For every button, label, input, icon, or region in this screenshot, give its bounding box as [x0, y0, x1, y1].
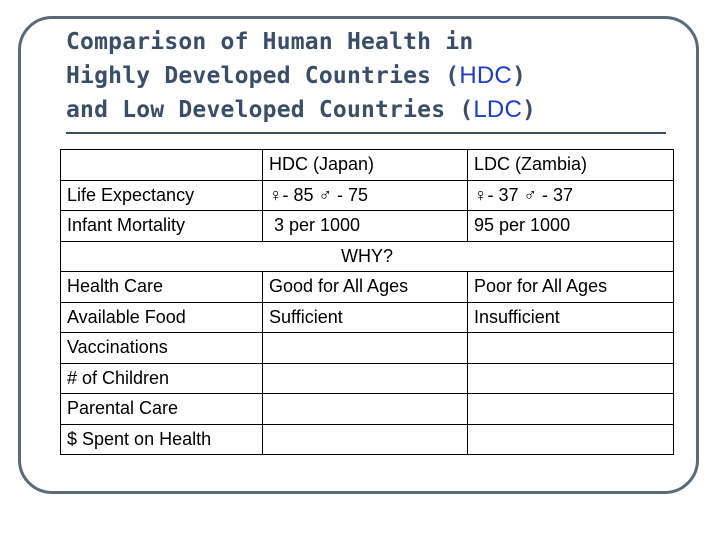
table-row — [61, 180, 674, 211]
row-label: Life Expectancy — [61, 180, 263, 211]
title-line-3-close: ) — [522, 97, 537, 123]
table-row — [61, 302, 674, 333]
row-label: Health Care — [61, 272, 263, 303]
title-line-3-text: and Low Developed Countries ( — [66, 97, 474, 123]
row-ldc-value: Insufficient — [468, 302, 674, 333]
title-line-2 — [66, 63, 526, 89]
row-label: Available Food — [61, 302, 263, 333]
row-hdc-value: 3 per 1000 — [263, 211, 468, 242]
row-label: Vaccinations — [61, 333, 263, 364]
row-ldc-value — [468, 394, 674, 425]
row-ldc-value — [468, 363, 674, 394]
row-label: Infant Mortality — [61, 211, 263, 242]
row-hdc-value: Good for All Ages — [263, 272, 468, 303]
row-label: Parental Care — [61, 394, 263, 425]
title-line-2-text: Highly Developed Countries ( — [66, 63, 460, 89]
row-ldc-value: Poor for All Ages — [468, 272, 674, 303]
row-label: # of Children — [61, 363, 263, 394]
table-header-row — [61, 150, 674, 181]
title-abbr-ldc: LDC — [473, 96, 522, 123]
row-hdc-value — [263, 394, 468, 425]
title-line-3 — [66, 97, 536, 123]
comparison-table — [60, 149, 674, 455]
table-row — [61, 272, 674, 303]
row-ldc-value: ♀- 37 ♂ - 37 — [468, 180, 674, 211]
row-hdc-value: Sufficient — [263, 302, 468, 333]
header-cell-ldc: LDC (Zambia) — [468, 150, 674, 181]
table-row — [61, 333, 674, 364]
table-row — [61, 211, 674, 242]
row-ldc-value — [468, 333, 674, 364]
title-line-2-close: ) — [511, 63, 526, 89]
title-abbr-hdc: HDC — [459, 62, 512, 89]
row-label: $ Spent on Health — [61, 424, 263, 455]
why-row — [61, 241, 674, 272]
slide-title — [66, 26, 536, 127]
table-row — [61, 424, 674, 455]
header-cell-label — [61, 150, 263, 181]
title-line-1: Comparison of Human Health in — [66, 29, 474, 55]
why-heading: WHY? — [61, 241, 674, 272]
table-row — [61, 363, 674, 394]
row-hdc-value — [263, 363, 468, 394]
header-cell-hdc: HDC (Japan) — [263, 150, 468, 181]
row-hdc-value — [263, 333, 468, 364]
table-row — [61, 394, 674, 425]
row-ldc-value — [468, 424, 674, 455]
row-ldc-value: 95 per 1000 — [468, 211, 674, 242]
row-hdc-value — [263, 424, 468, 455]
title-underline — [66, 132, 666, 134]
row-hdc-value: ♀- 85 ♂ - 75 — [263, 180, 468, 211]
